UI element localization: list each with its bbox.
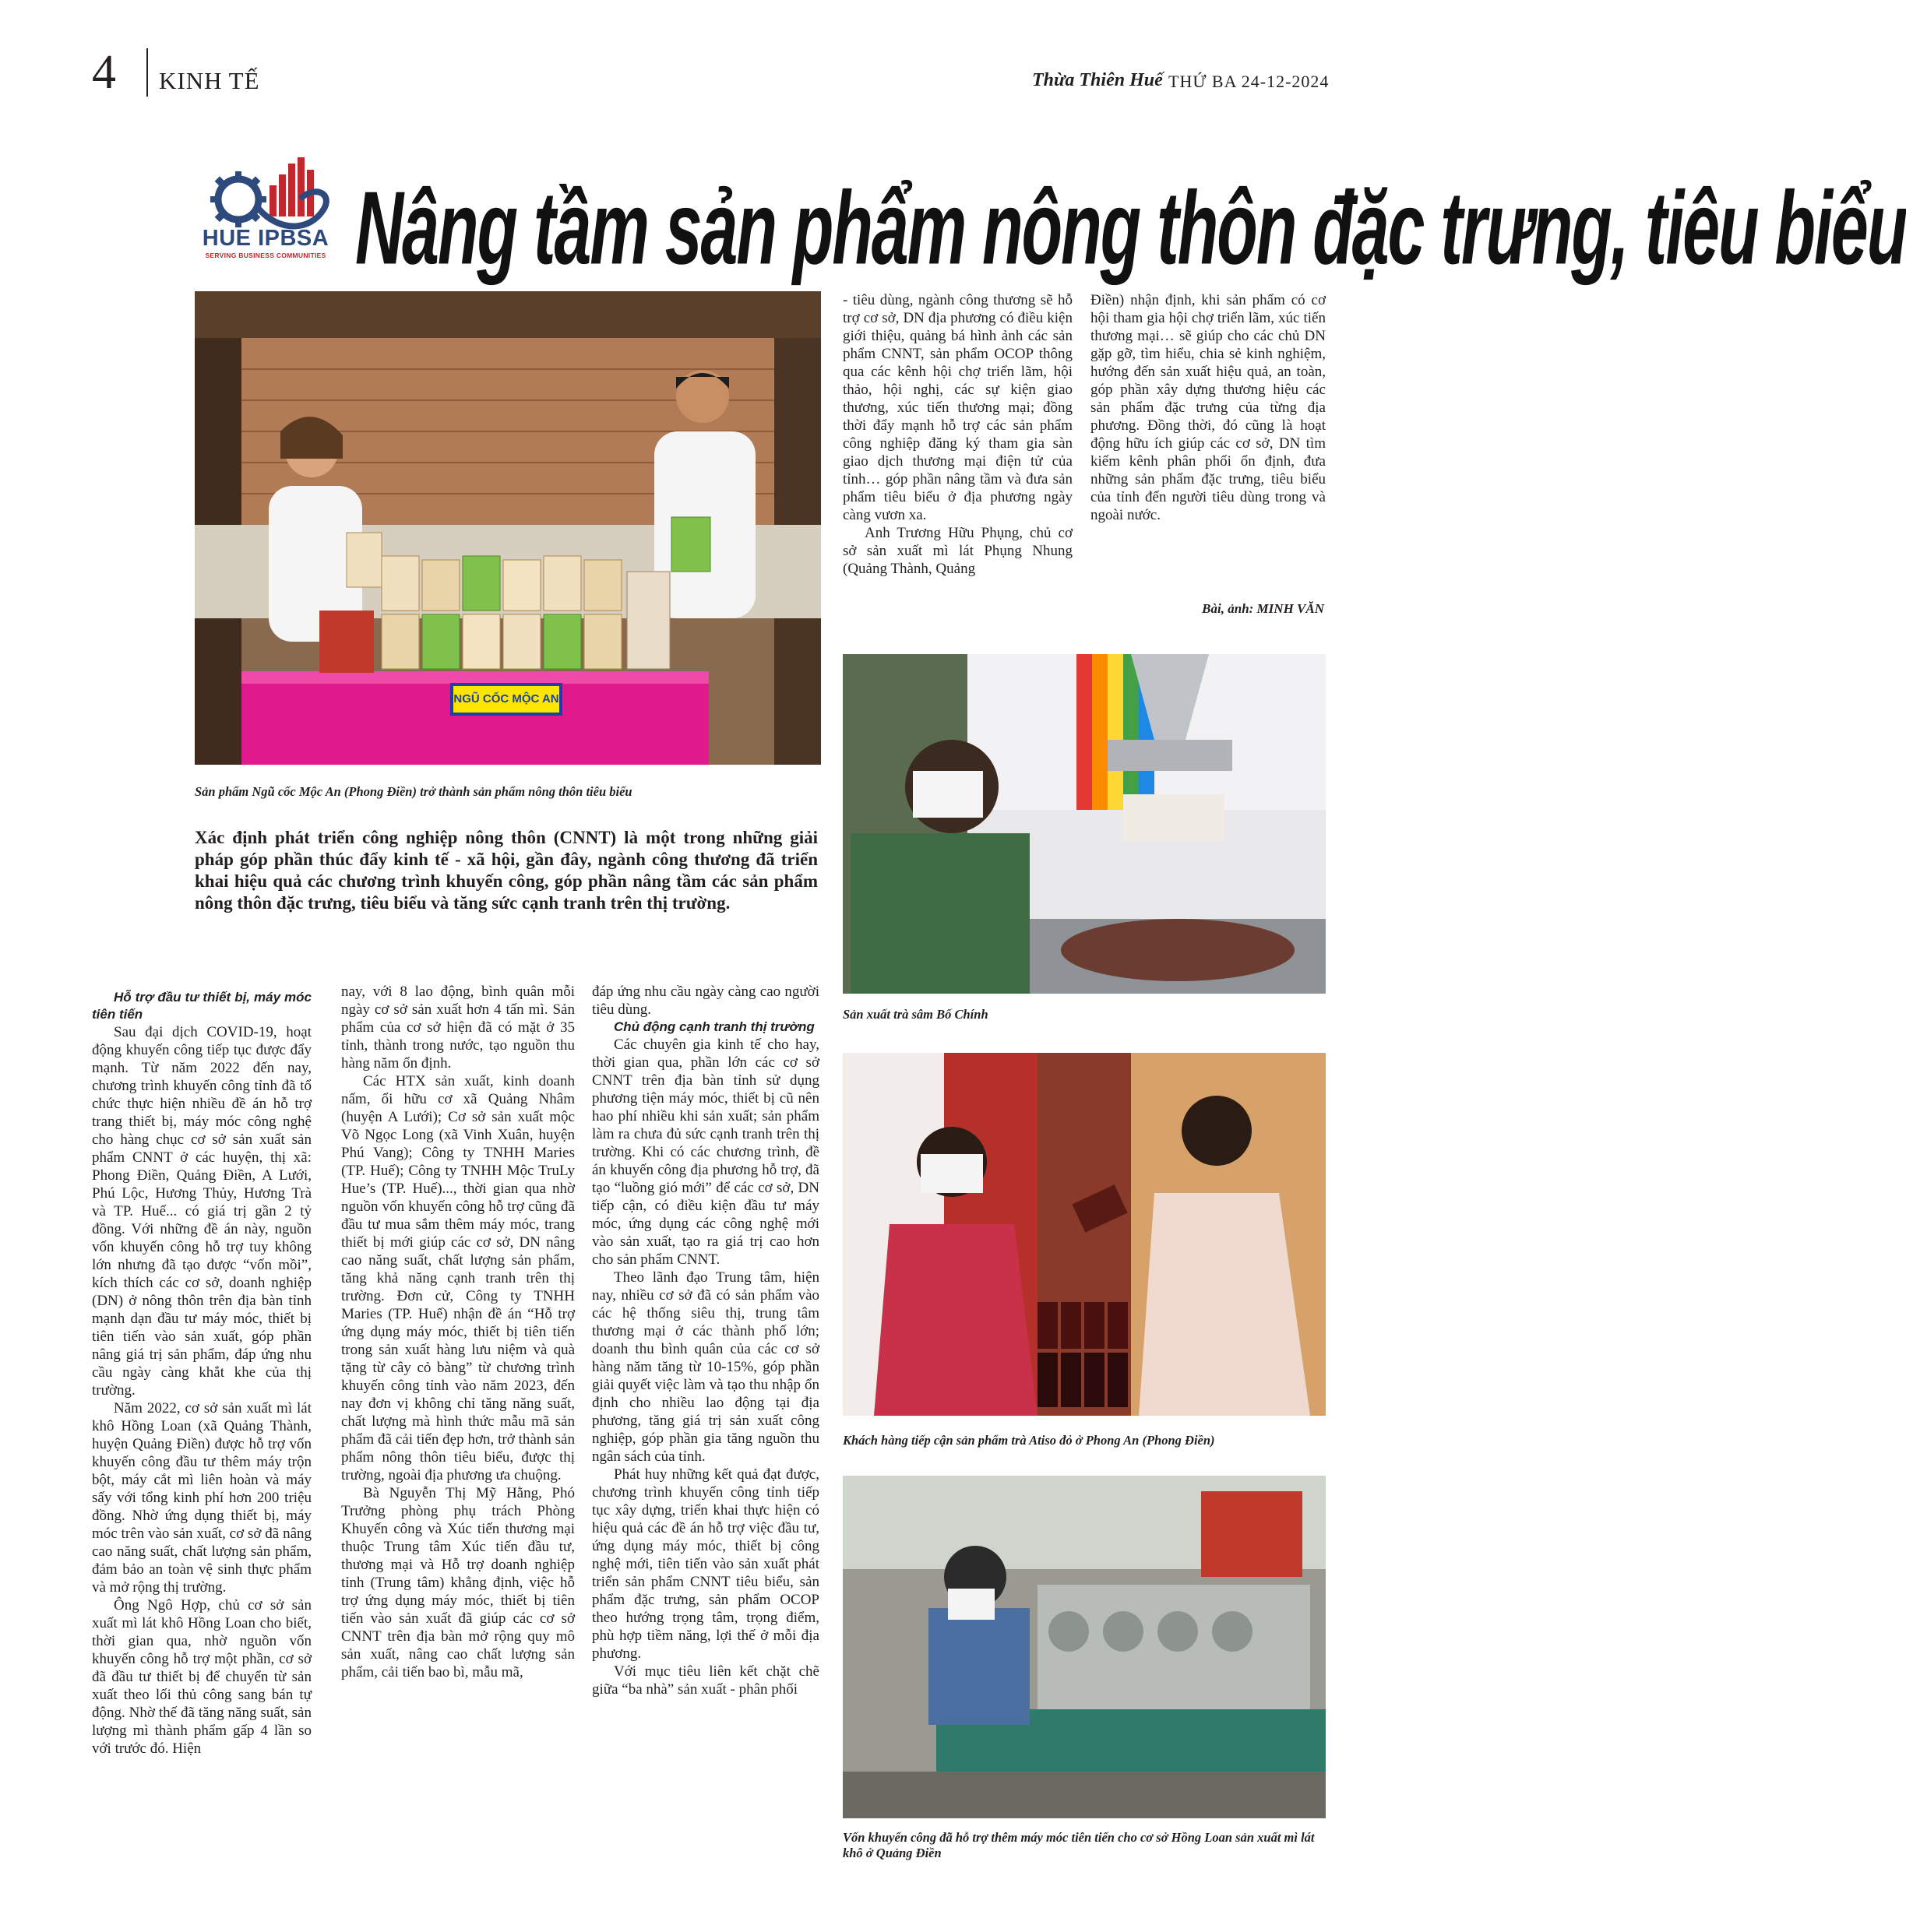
paragraph: Năm 2022, cơ sở sản xuất mì lát khô Hồng Loan (xã Quảng Thành, huyện Quảng Điền) được hỗ trợ vốn khuyến công đầu tư thêm máy trộn bột, máy cắt mì liên hoàn và máy sấy với tổng kinh phí hơn 200 triệu đồng. Nhờ ứng dụng thiết bị, máy móc trên vào sản xuất, cơ sở đã nâng cao năng suất, chất lượng sản phẩm, đảm bảo an toàn vệ sinh thực phẩm và mở rộng thị trường. — [92, 1400, 312, 1596]
caption-main-photo: Sản phẩm Ngũ cốc Mộc An (Phong Điền) trở thành sản phẩm nông thôn tiêu biểu — [195, 784, 632, 799]
article-lead: Xác định phát triển công nghiệp nông thôn (CNNT) là một trong những giải pháp góp phần thúc đẩy kinh tế - xã hội, gần đây, ngành công thương đã triển khai hiệu quả các chương trình khuyến công, góp phần nâng tầm các sản phẩm nông thôn đặc trưng, tiêu biểu và tăng sức cạnh tranh trên thị trường. — [195, 828, 818, 913]
paragraph: Anh Trương Hữu Phụng, chủ cơ sở sản xuất mì lát Phụng Nhung (Quảng Thành, Quảng — [843, 525, 1073, 577]
paragraph: Sau đại dịch COVID-19, hoạt động khuyến công tiếp tục được đẩy mạnh. Từ năm 2022 đến nay, chương trình khuyến công tỉnh đã tổ chức thực hiện nhiều đề án hỗ trợ trang thiết bị, máy móc công nghệ cho hàng chục cơ sở sản xuất sản phẩm CNNT ở các huyện, thị xã: Phong Điền, Quảng Điền, A Lưới, Phú Lộc, Hương Thủy, Hương Trà và TP. Huế... có giá trị gần 2 tỷ đồng. Với những đề án này, nguồn vốn khuyến công hỗ trợ tuy không lớn nhưng đã tạo được “vốn mồi”, kích thích các cơ sở, doanh nghiệp (DN) ở nông thôn trên địa bàn tỉnh mạnh dạn đầu tư máy móc, thiết bị tiên tiến vào sản xuất, góp phần nâng giá trị sản phẩm, đáp ứng nhu cầu ngày càng khắt khe của thị trường. — [92, 1024, 312, 1399]
byline: Bài, ảnh: MINH VĂN — [1202, 601, 1324, 616]
caption-tea-photo: Sản xuất trà sâm Bố Chính — [843, 1007, 988, 1022]
paragraph: Phát huy những kết quả đạt được, chương trình khuyến công tỉnh tiếp tục xây dựng, triển khai thực hiện có hiệu quả các đề án hỗ trợ việc đầu tư, ứng dụng máy móc, thiết bị công nghệ mới, tiên tiến vào sản xuất phát triển sản phẩm CNNT tiêu biểu, sản phẩm đặc trưng, sản phẩm OCOP theo hướng trọng tâm, trọng điểm, phù hợp tiềm năng, lợi thế ở mỗi địa phương. — [592, 1466, 819, 1662]
subhead-equipment: Hỗ trợ đầu tư thiết bị, máy móc tiên tiến — [92, 990, 312, 1022]
paragraph: - tiêu dùng, ngành công thương sẽ hỗ trợ cơ sở, DN địa phương có điều kiện giới thiệu, quảng bá hình ảnh các sản phẩm CNNT, sản phẩm OCOP thông qua các kênh hội chợ triển lãm, hội thảo, hội nghị, các sự kiện giao thương, xúc tiến thương mại; đồng thời đẩy mạnh hỗ trợ các sản phẩm công nghiệp đăng ký tham gia sàn giao dịch thương mại điện tử của tỉnh… góp phần nâng tầm và đưa sản phẩm tiêu biểu ở địa phương ngày càng vươn xa. — [843, 292, 1073, 523]
paragraph: Ông Ngô Hợp, chủ cơ sở sản xuất mì lát khô Hồng Loan cho biết, thời gian qua, nhờ nguồn vốn khuyến công hỗ trợ một phần, cơ sở đã đầu tư thiết bị để chuyển từ sản xuất theo lối thủ công sang bán tự động. Nhờ thế đã tăng năng suất, sản lượng mì thành phẩm gấp 4 lần so với trước đó. Hiện — [92, 1597, 312, 1757]
paragraph: Theo lãnh đạo Trung tâm, hiện nay, nhiều cơ sở đã có sản phẩm vào các hệ thống siêu thị, trung tâm thương mại ở các thành phố lớn; doanh thu bình quân của các cơ sở hàng năm tăng từ 10-15%, góp phần giải quyết việc làm và tạo thu nhập ổn định cho nhiều lao động tại địa phương, tăng giá trị sản xuất công nghiệp, góp phần gia tăng nguồn thu ngân sách của tỉnh. — [592, 1269, 819, 1465]
photo-tea-production — [843, 654, 1326, 994]
page-number: 4 — [92, 46, 116, 99]
column-3 — [592, 983, 819, 1698]
photo-noodle-machine — [843, 1476, 1326, 1818]
paragraph: Điền) nhận định, khi sản phẩm có cơ hội tham gia hội chợ triển lãm, xúc tiến thương mại… sẽ giúp cho các chủ DN gặp gỡ, tìm hiểu, chia sẻ kinh nghiệm, hướng đến sản xuất hiệu quả, an toàn, góp phần xây dựng thương hiệu các sản phẩm đặc trưng của từng địa phương. Đồng thời, đó cũng là hoạt động hữu ích giúp các cơ sở, DN tìm kiếm kênh phân phối ổn định, đưa những sản phẩm đặc trưng, tiêu biểu của tỉnh đến người tiêu dùng trong và ngoài nước. — [1090, 292, 1326, 523]
paragraph: Các HTX sản xuất, kinh doanh nấm, ổi hữu cơ xã Quảng Nhâm (huyện A Lưới); Cơ sở sản xuất mộc Võ Ngọc Long (xã Vinh Xuân, huyện Phú Vang); Công ty TNHH Maries (TP. Huế); Công ty TNHH Mộc TruLy Hue’s (TP. Huế)..., thời gian qua nhờ nguồn vốn khuyến công hỗ trợ cũng đã đầu tư mua sắm thêm máy móc, trang thiết bị mới giúp các cơ sở, DN nâng cao năng suất, chất lượng sản phẩm, tăng khả năng cạnh tranh trên thị trường. Đơn cử, Công ty TNHH Maries (TP. Huế) nhận đề án “Hỗ trợ ứng dụng máy móc, thiết bị tiên tiến trong sản xuất hàng lưu niệm và quà tặng từ cây cỏ bàng” từ chương trình khuyến công tỉnh vào năm 2023, đến nay đơn vị không chỉ tăng năng suất, chất lượng mà hình thức mẫu mã sản phẩm đã cải tiến đẹp hơn, trở thành sản phẩm nông thôn tiêu biểu, được thị trường, ngoài địa phương ưa chuộng. — [341, 1073, 575, 1483]
caption-noodle-photo: Vốn khuyến công đã hỗ trợ thêm máy móc tiên tiến cho cơ sở Hồng Loan sản xuất mì lát khô ở Quảng Điền — [843, 1830, 1315, 1860]
logo-wordmark: HUE IPBSA — [202, 226, 329, 251]
paragraph: Bà Nguyễn Thị Mỹ Hằng, Phó Trưởng phòng phụ trách Phòng Khuyến công và Xúc tiến thương mại thuộc Trung tâm Xúc tiến đầu tư, thương mại và Hỗ trợ doanh nghiệp tỉnh (Trung tâm) khẳng định, việc hỗ trợ ứng dụng máy móc, thiết bị tiên tiến vào sản xuất đã giúp các cơ sở CNNT trên địa bàn mở rộng quy mô sản xuất, nâng cao chất lượng sản phẩm, cải tiến bao bì, mẫu mã, — [341, 1485, 575, 1680]
photo-atiso-tea — [843, 1053, 1326, 1416]
paragraph: Với mục tiêu liên kết chặt chẽ giữa “ba nhà” sản xuất - phân phối — [592, 1663, 819, 1698]
subhead-competition: Chủ động cạnh tranh thị trường — [614, 1019, 815, 1034]
column-2 — [341, 983, 575, 1681]
header-divider — [146, 48, 148, 97]
issue-date: THỨ BA 24-12-2024 — [1168, 72, 1330, 91]
logo-tagline: SERVING BUSINESS COMMUNITIES — [205, 252, 326, 259]
newspaper-name: Thừa Thiên Huế — [1032, 70, 1163, 90]
paragraph: Các chuyên gia kinh tế cho hay, thời gian qua, phần lớn các cơ sở CNNT trên địa bàn tỉnh sử dụng phương tiện máy móc, thiết bị cũ nên hao phí nhiều khi sản xuất; sản phẩm làm ra chưa đủ sức cạnh tranh trên thị trường. Khi có các chương trình, đề án khuyến công địa phương hỗ trợ, đã tạo “luồng gió mới” để các cơ sở, DN tiếp cận, có điều kiện đầu tư máy móc, ứng dụng các công nghệ mới vào sản xuất, tạo ra giá trị cao hơn cho sản phẩm CNNT. — [592, 1036, 819, 1268]
photo-moc-an-products — [195, 291, 821, 765]
paragraph: đáp ứng nhu cầu ngày càng cao người tiêu dùng. — [592, 984, 819, 1018]
article-title: Nâng tầm sản phẩm nông thôn đặc trưng, tiêu biểu — [355, 171, 1906, 287]
section-name: KINH TẾ — [159, 67, 260, 94]
column-5 — [1090, 291, 1326, 524]
paragraph: nay, với 8 lao động, bình quân mỗi ngày cơ sở sản xuất hơn 4 tấn mì. Sản phẩm của cơ sở hiện đã có mặt ở 35 tỉnh, thành trong nước, tạo nguồn thu hàng năm ổn định. — [341, 984, 575, 1072]
product-sign: NGŨ CỐC MỘC AN — [453, 692, 559, 706]
column-4 — [843, 291, 1073, 578]
column-1 — [92, 989, 312, 1758]
caption-atiso-photo: Khách hàng tiếp cận sản phẩm trà Atiso đỏ ở Phong An (Phong Điền) — [843, 1433, 1215, 1448]
